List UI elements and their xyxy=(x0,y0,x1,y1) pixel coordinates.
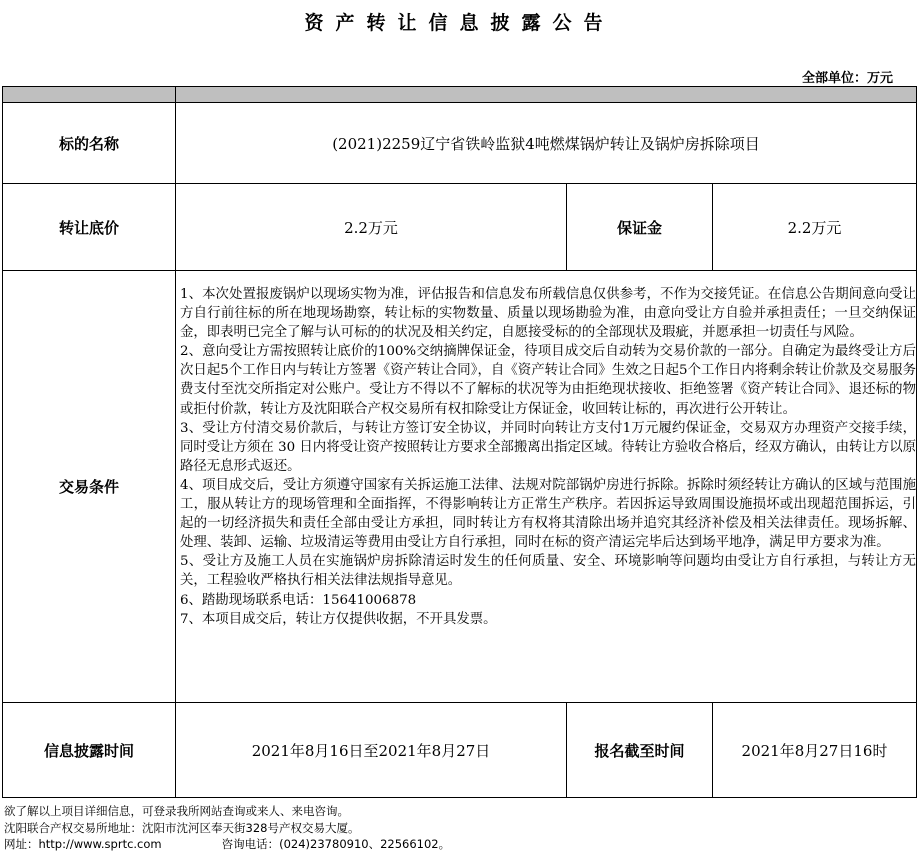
condition-item: 6、踏勘现场联系电话：15641006878 xyxy=(180,592,417,608)
footer-contact xyxy=(4,836,450,853)
table-header-band xyxy=(3,87,916,102)
website-link[interactable]: 网址：http://www.sprtc.com xyxy=(4,837,162,851)
unit-note: 全部单位：万元 xyxy=(801,71,893,86)
condition-item: 4、项目成交后，受让方须遵守国家有关拆运施工法律、法规对院部锅炉房进行拆除。拆除时须经转让方确认的区域与范围施工，服从转让方的现场管理和全面指挥，不得影响转让方正常生产秩序。若因拆运导致周围设施损坏或出现超范围拆运，引起的一切经济损失和责任全部由受让方承担，同时转让方有权将其清除出场并追究其经济补偿及相关法律责任。现场拆解、处理、装卸、运输、垃圾清运等费用由受让方自行承担，同时在标的资产清运完毕后达到场平地净，满足甲方要求为准。 xyxy=(180,477,916,551)
reserve-price-label: 转让底价 xyxy=(58,218,119,237)
consult-phone: 咨询电话：(024)23780910、22566102。 xyxy=(221,837,451,851)
trading-conditions-text xyxy=(176,271,918,703)
registration-deadline-value: 2021年8月27日16时 xyxy=(741,741,888,760)
disclosure-period-label: 信息披露时间 xyxy=(43,741,134,760)
page-title: 资产转让信息披露公告 xyxy=(304,12,615,34)
disclosure-period-value: 2021年8月16日至2021年8月27日 xyxy=(251,741,491,760)
condition-item: 7、本项目成交后，转让方仅提供收据，不开具发票。 xyxy=(180,611,497,627)
footer-line: 欲了解以上项目详细信息，可登录我所网站查询或来人、来电咨询。 xyxy=(4,804,349,818)
deposit-label: 保证金 xyxy=(616,218,662,237)
condition-item: 3、受让方付清交易价款后，与转让方签订安全协议，并同时向转让方支付1万元履约保证金，交易双方办理资产交接手续，同时受让方须在 30 日内将受让资产按照转让方要求全部搬离出指定区域。待转让方验收合格后，经双方确认，由转让方以原路径无息形式返还。 xyxy=(180,420,916,474)
disclosure-table xyxy=(2,86,917,798)
registration-deadline-label: 报名截至时间 xyxy=(594,741,685,760)
deposit-value: 2.2万元 xyxy=(787,218,842,237)
item-name-label: 标的名称 xyxy=(58,134,119,153)
trading-conditions-label: 交易条件 xyxy=(58,478,119,496)
condition-item: 1、本次处置报废锅炉以现场实物为准，评估报告和信息发布所载信息仅供参考，不作为交接凭证。在信息公告期间意向受让方自行前往标的所在地现场勘察，转让标的实物数量、质量以现场勘验为准，由意向受让方自验并承担责任；一旦交纳保证金，即表明已完全了解与认可标的的状况及相关约定，自愿接受标的的全部现状及瑕疵，并愿承担一切责任与风险。 xyxy=(180,287,916,341)
condition-item: 2、意向受让方需按照转让底价的100%交纳摘牌保证金，待项目成交后自动转为交易价款的一部分。自确定为最终受让方后次日起5个工作日内与转让方签署《资产转让合同》，自《资产转让合同》生效之日起5个工作日内将剩余转让价款及交易服务费支付至沈交所指定对公账户。受让方不得以不了解标的状况等为由拒绝现状接收、拒绝签署《资产转让合同》、退还标的物或拒付价款，转让方及沈阳联合产权交易所有权扣除受让方保证金，收回转让标的，再次进行公开转让。 xyxy=(180,344,916,417)
footer-address: 沈阳联合产权交易所地址：沈阳市沈河区奉天街328号产权交易大厦。 xyxy=(4,820,360,835)
condition-item: 5、受让方及施工人员在实施锅炉房拆除清运时发生的任何质量、安全、环境影响等问题均由受让方自行承担，与转让方无关，工程验收严格执行相关法律法规指导意见。 xyxy=(180,554,916,589)
footer-notes xyxy=(4,803,450,853)
reserve-price-value: 2.2万元 xyxy=(344,218,398,237)
item-name-value: (2021)2259辽宁省铁岭监狱4吨燃煤锅炉转让及锅炉房拆除项目 xyxy=(332,134,760,153)
